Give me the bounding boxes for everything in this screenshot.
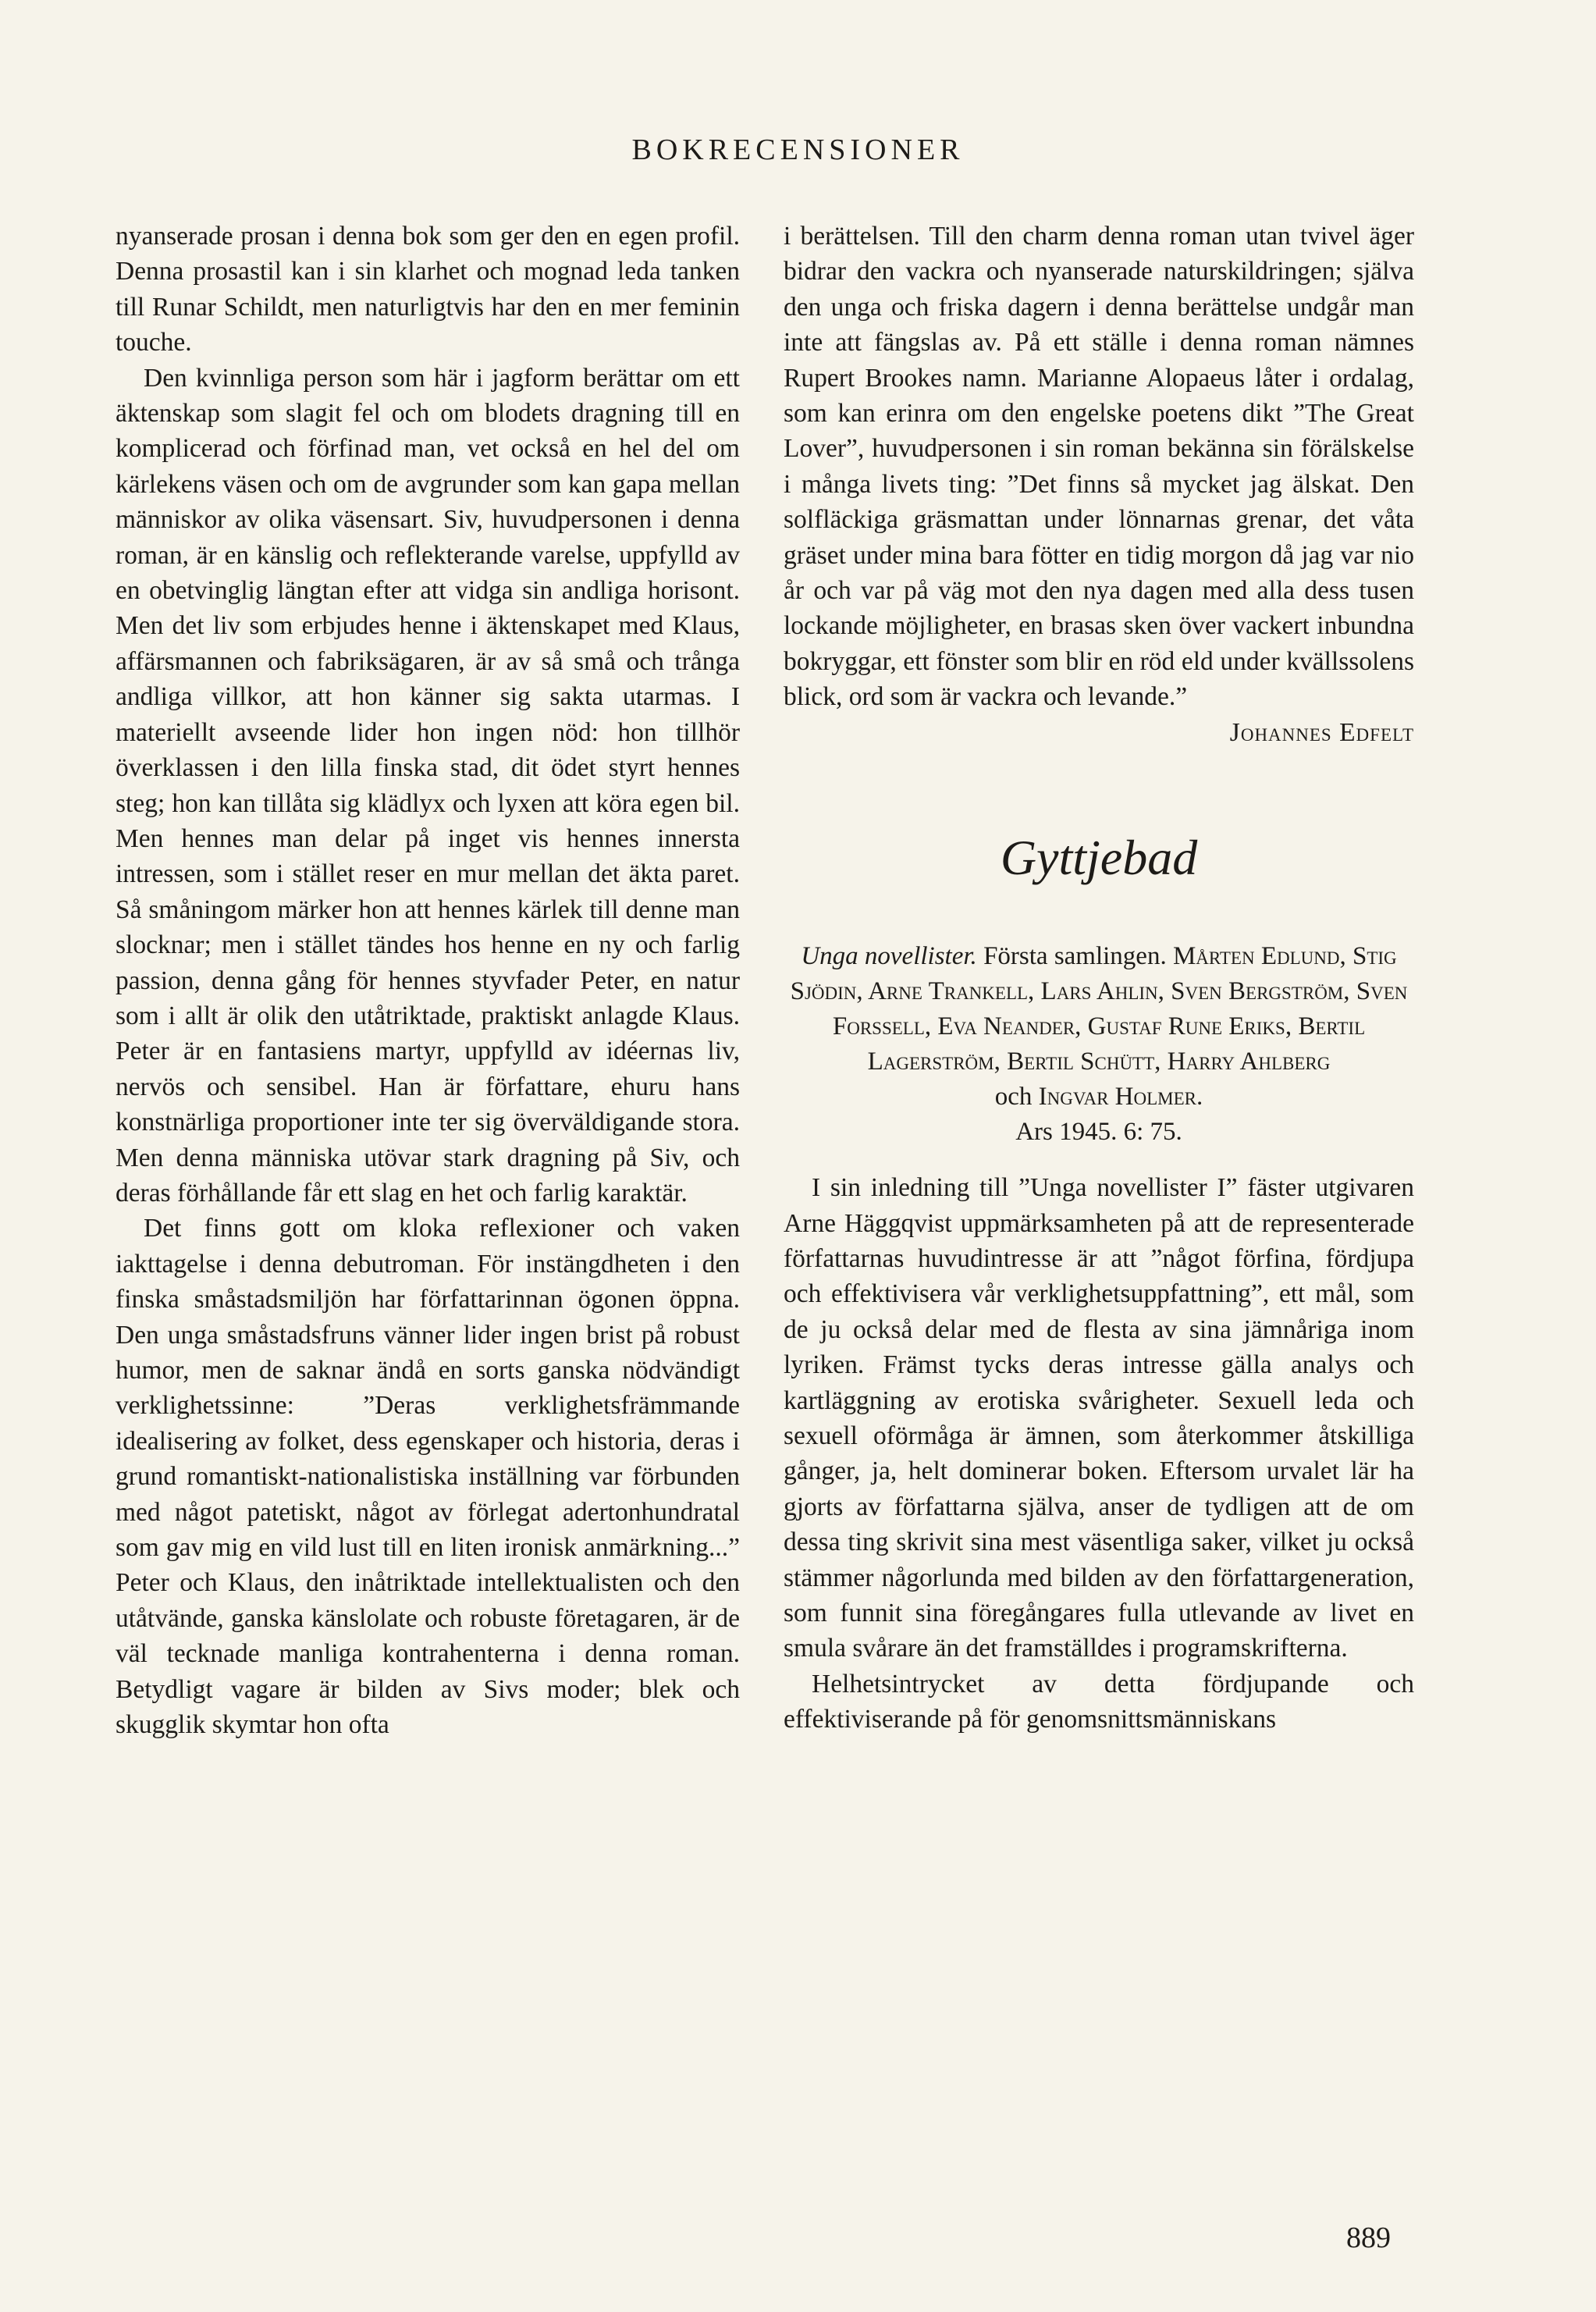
left-paragraph-3: Det finns gott om kloka reflexioner och vaken iakttagelse i denna debutroman. För instängdheten i den finska småstadsmiljön har författarinnan ögonen öppna. Den unga småstadsfruns vänner lider ingen brist på robust humor, men de saknar ändå en sorts ganska nödvändigt verklighetssinne: ”Deras verklighetsfrämmande idealisering av folket, dess egenskaper och historia, deras i grund romantiskt-nationalistiska inställning var förbunden med något patetiskt, något av förlegat adertonhundratal som gav mig en vild lust till en liten ironisk anmärkning...” Peter och Klaus, den inåtriktade intellektualisten och den utåtvände, ganska känslolate och robuste företagaren, är de väl tecknade manliga kontrahenterna i denna roman. Betydligt vagare är bilden av Sivs moder; blek och skugglik skymtar hon ofta bbox=[116, 1214, 740, 1740]
review-paragraph-2: Helhetsintrycket av detta fördjupande och effektiviserande på för genomsnittsmänniskans bbox=[784, 1669, 1414, 1734]
left-paragraph-2: Den kvinnliga person som här i jagform berättar om ett äktenskap som slagit fel och om blodets dragning till en komplicerad och förfinad man, vet också en hel del om kärlekens väsen och om de avgrunder som kan gapa mellan människor av olika väsensart. Siv, huvudpersonen i denna roman, är en känslig och reflekterande varelse, uppfylld av en obetvinglig längtan efter att vidga sin andliga horisont. Men det liv som erbjudes henne i äktenskapet med Klaus, affärsmannen och fabriksägaren, är av så små och trånga andliga villkor, att hon känner sig sakta utarmas. I materiellt avseende lider hon ingen nöd: hon tillhör överklassen i den lilla finska stad, dit ödet styrt hennes steg; hon kan tillåta sig klädlyx och lyxen att köra egen bil. Men hennes man delar på inget vis hennes innersta intressen, som i stället reser en mur mellan det äkta paret. Så småningom märker hon att hennes kärlek till denne man slocknar; men i stället tändes hos henne en ny och farlig passion, denna gång för hennes styvfader Peter, en natur som i allt är olik den utåtriktade, praktiskt anlagde Klaus. Peter är en fantasiens martyr, uppfylld av idéernas liv, nervös och sensibel. Han är författare, ehuru hans konstnärliga proportioner inte ter sig överväldigande stora. Men denna människa utövar stark dragning på Siv, och deras förhållande får ett slag en het och farlig karaktär. bbox=[116, 363, 740, 1208]
book-title: Unga novellister. bbox=[801, 942, 977, 971]
running-head: BOKRECENSIONER bbox=[631, 133, 965, 166]
book-connector: och bbox=[994, 1083, 1033, 1112]
right-paragraph-1: i berättelsen. Till den charm denna roman utan tvivel äger bidrar den vackra och nyanserade naturskildringen; själva den unga och friska dagern i denna berättelse undgår man inte att fängslas av. På ett ställe i denna roman nämnes Rupert Brookes namn. Marianne Alopaeus låter i ordalag, som kan erinra om den engelske poetens dikt ”The Great Lover”, huvudpersonen i sin roman bekänna sin förälskelse i många livets ting: ”Det finns så mycket jag älskat. Den solfläckiga gräsmattan under lönnarnas grenar, det våta gräset under mina bara fötter en tidig morgon då jag var nio år och var på väg mot den nya dagen med alla dess tusen lockande möjligheter, en brasas sken över vackert inbundna bokryggar, ett fönster som blir en röd eld under kvällssolens blick, ord som är vackra och levande.” bbox=[784, 222, 1414, 712]
review-paragraph-1: I sin inledning till ”Unga novellister I” fäster utgivaren Arne Häggqvist uppmärksamheten på att de representerade författarnas huvudintresse är att ”något förfina, fördjupa och effektivisera vår verklighetsuppfattning”, ett mål, som de ju också delar med de flesta av sina jämnåriga inom lyriken. Främst tycks deras intresse gälla analys och kartläggning av erotiska svårigheter. Sexuell leda och sexuell oförmåga är ämnen, som återkommer åtskilliga gånger, ja, helt dominerar boken. Eftersom urvalet lär ha gjorts av författarna själva, anser de tydligen att de om dessa ting skrivit sina mest väsentliga saker, vilket ju också stämmer någorlunda med bilden av den författargeneration, som funnit sina föregångares fulla utlevande av livet en smula svårare än det framställdes i programskrifterna. bbox=[784, 1173, 1414, 1663]
right-column bbox=[784, 219, 1414, 1738]
book-authors: Mårten Edlund, Stig Sjödin, Arne Trankell, Lars Ahlin, Sven Bergström, Sven Forssell, Eva Neander, Gustaf Rune Eriks, Bertil Lagerström, Bertil Schütt, Harry Ahlberg bbox=[790, 942, 1408, 1076]
book-last-author: Ingvar Holmer. bbox=[1038, 1083, 1203, 1112]
page-number: 889 bbox=[1346, 2221, 1391, 2254]
review-body bbox=[784, 1170, 1414, 1738]
section-title: Gyttjebad bbox=[1000, 830, 1198, 886]
book-publisher: Ars 1945. 6: 75. bbox=[1015, 1118, 1182, 1147]
book-subtitle: Första samlingen. bbox=[983, 942, 1167, 971]
review-signature: Johannes Edfelt bbox=[1229, 717, 1414, 747]
book-info bbox=[784, 939, 1414, 1150]
left-column bbox=[116, 219, 740, 1742]
left-paragraph-1: nyanserade prosan i denna bok som ger den en egen profil. Denna prosastil kan i sin klarhet och mognad leda tanken till Runar Schildt, men naturligtvis har den en mer feminin touche. bbox=[116, 222, 740, 357]
